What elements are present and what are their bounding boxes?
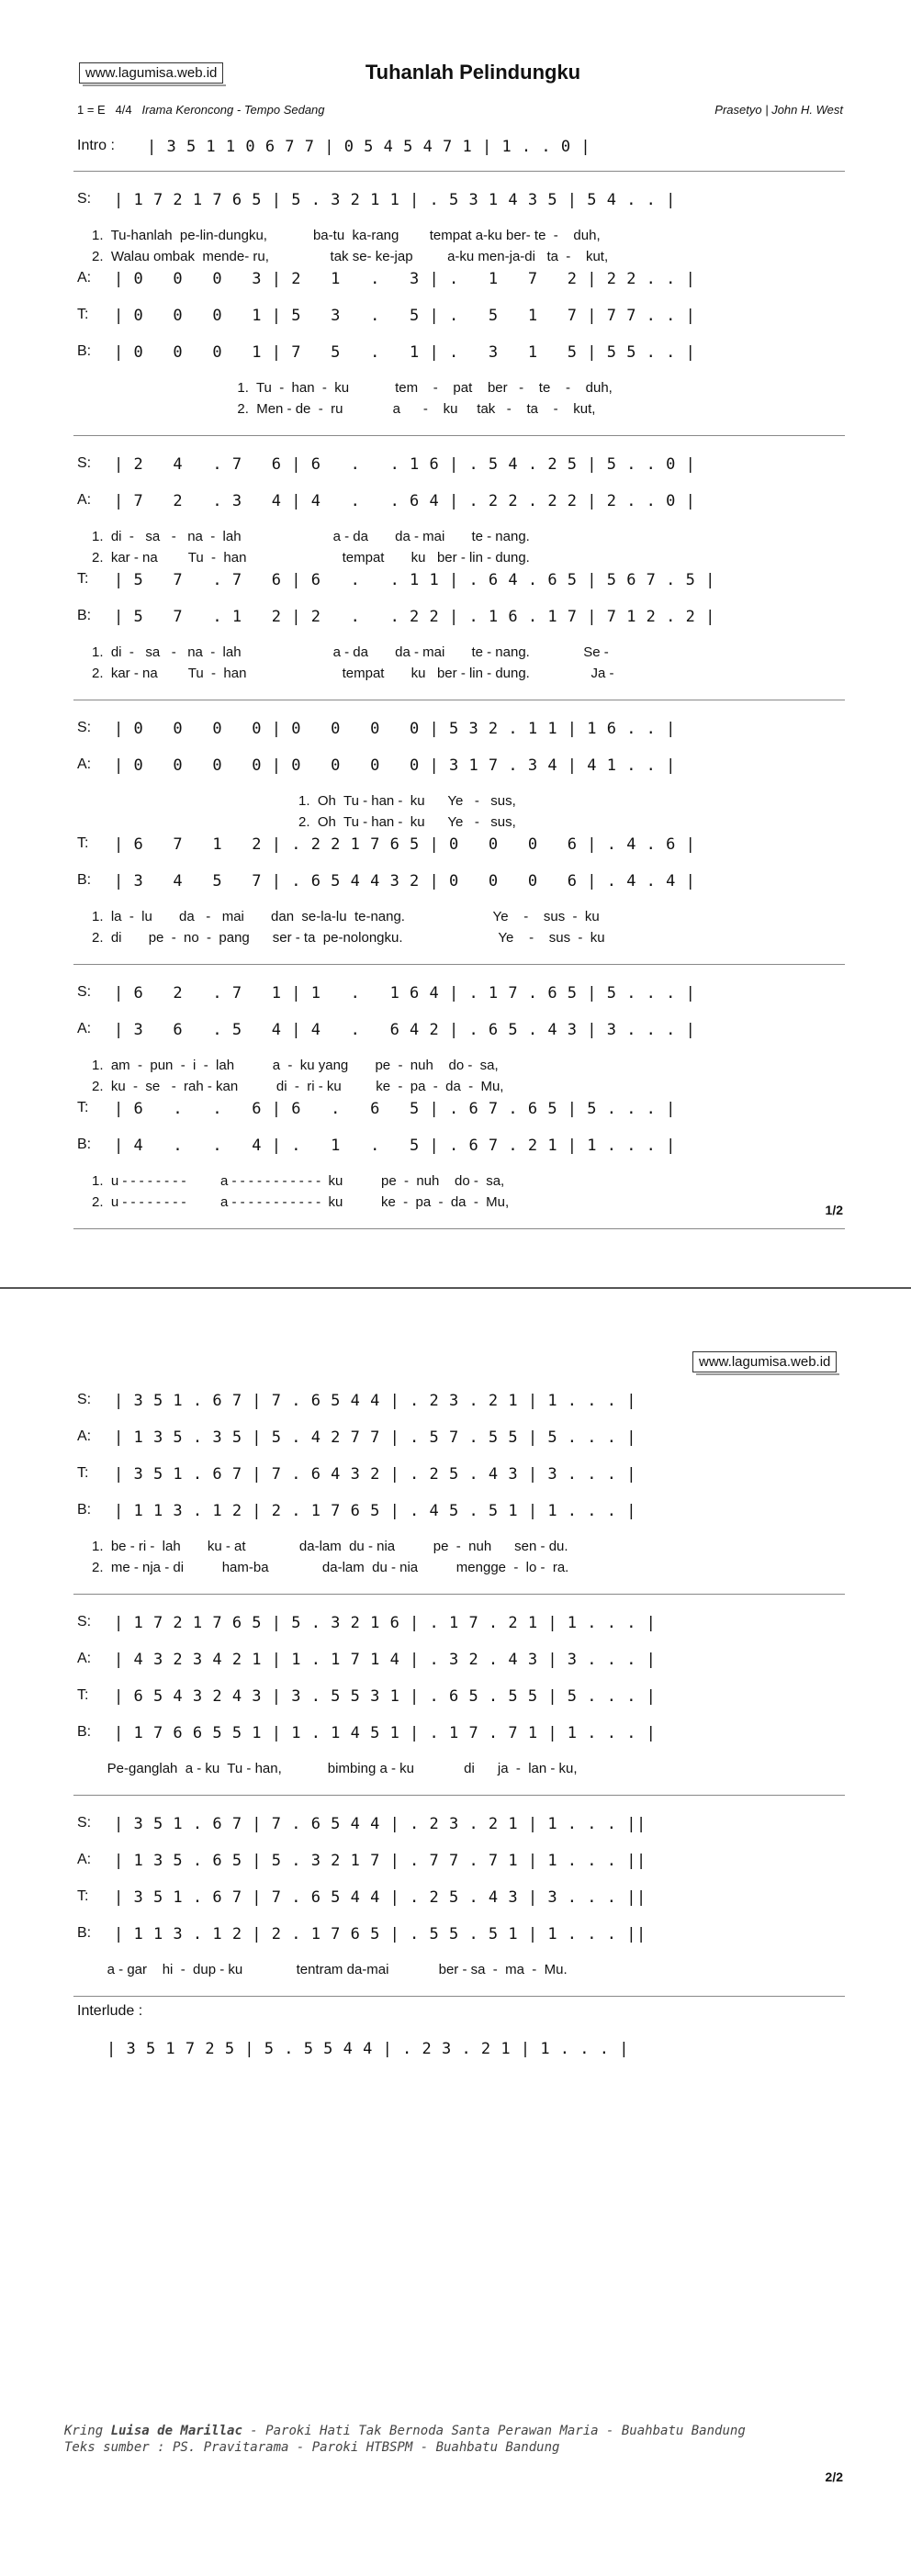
- voice-label: T:: [77, 571, 89, 587]
- voice-label: T:: [77, 1888, 89, 1904]
- note-line: | 6 5 4 3 2 4 3 | 3 . 5 5 3 1 | . 6 5 . 5 5 | 5 . . . |: [114, 1687, 657, 1706]
- voice-label: S:: [77, 1392, 92, 1407]
- note-line: | 3 4 5 7 | . 6 5 4 4 3 2 | 0 0 0 6 | . 4 . 4 |: [114, 872, 696, 890]
- note-line: | 7 2 . 3 4 | 4 . . 6 4 | . 2 2 . 2 2 | 2 . . 0 |: [114, 492, 696, 510]
- note-line: | 1 1 3 . 1 2 | 2 . 1 7 6 5 | . 5 5 . 5 1 | 1 . . . ||: [114, 1925, 647, 1943]
- note-line: | 6 2 . 7 1 | 1 . 1 6 4 | . 1 7 . 6 5 | 5 . . . |: [114, 984, 696, 1002]
- lyric-line: 1. Tu - han - ku tem - pat ber - te - duh,: [92, 380, 613, 396]
- divider: [73, 435, 845, 436]
- page-number-2: 2/2: [825, 2470, 843, 2484]
- note-line: | 3 5 1 . 6 7 | 7 . 6 5 4 4 | . 2 5 . 4 3 | 3 . . . ||: [114, 1888, 647, 1907]
- note-line: | 3 5 1 . 6 7 | 7 . 6 5 4 4 | . 2 3 . 2 1 | 1 . . . |: [114, 1392, 636, 1410]
- lyric-line: 2. u - - - - - - - - a - - - - - - - - - - - ku ke - pa - da - Mu,: [92, 1194, 510, 1210]
- voice-label: B:: [77, 608, 92, 623]
- footer-prefix: Kring: [64, 2424, 111, 2438]
- voice-label: B:: [77, 1925, 92, 1941]
- song-title: Tuhanlah Pelindungku: [365, 61, 581, 84]
- lyric-line: 1. di - sa - na - lah a - da da - mai te - nang. Se -: [92, 644, 609, 660]
- interlude-label: Interlude :: [77, 2003, 143, 2019]
- lyric-line: 1. la - lu da - mai dan se-la-lu te-nang. Ye - sus - ku: [92, 909, 600, 924]
- note-line: | 6 7 1 2 | . 2 2 1 7 6 5 | 0 0 0 6 | . 4 . 6 |: [114, 835, 696, 854]
- note-line: | 0 0 0 0 | 0 0 0 0 | 3 1 7 . 3 4 | 4 1 . . |: [114, 756, 676, 775]
- voice-label: S:: [77, 720, 92, 735]
- divider: [73, 964, 845, 965]
- page-number: 1/2: [825, 1203, 843, 1217]
- footer-line-1: [64, 2424, 746, 2438]
- note-line: | 1 1 3 . 1 2 | 2 . 1 7 6 5 | . 4 5 . 5 1 | 1 . . . |: [114, 1502, 636, 1520]
- note-line: | 0 0 0 1 | 7 5 . 1 | . 3 1 5 | 5 5 . . |: [114, 343, 696, 362]
- note-line: | 1 7 6 6 5 5 1 | 1 . 1 4 5 1 | . 1 7 . 7 1 | 1 . . . |: [114, 1724, 657, 1742]
- lyric-line: 2. Men - de - ru a - ku tak - ta - kut,: [92, 401, 596, 417]
- note-line: | 2 4 . 7 6 | 6 . . 1 6 | . 5 4 . 2 5 | 5 . . 0 |: [114, 455, 696, 474]
- footer-line-2: Teks sumber : PS. Pravitarama - Paroki HTBSPM - Buahbatu Bandung: [64, 2440, 560, 2455]
- site-label-2: www.lagumisa.web.id: [692, 1351, 837, 1372]
- note-line: | 4 . . 4 | . 1 . 5 | . 6 7 . 2 1 | 1 . . . |: [114, 1137, 676, 1155]
- voice-label: B:: [77, 1137, 92, 1152]
- divider: [73, 1228, 845, 1229]
- footer-parish: - Paroki Hati Tak Bernoda Santa Perawan Maria - Buahbatu Bandung: [242, 2424, 746, 2438]
- meta-sep: -: [236, 103, 242, 117]
- lyric-line: 1. Tu-hanlah pe-lin-dungku, ba-tu ka-rang tempat a-ku ber- te - duh,: [92, 228, 601, 243]
- divider: [73, 1795, 845, 1796]
- note-line: | 1 3 5 . 6 5 | 5 . 3 2 1 7 | . 7 7 . 7 1 | 1 . . . ||: [114, 1852, 647, 1870]
- note-line: | 1 3 5 . 3 5 | 5 . 4 2 7 7 | . 5 7 . 5 5 | 5 . . . |: [114, 1428, 636, 1447]
- voice-label: S:: [77, 455, 92, 471]
- style-label: Irama Keroncong: [141, 103, 234, 117]
- voice-label: T:: [77, 1465, 89, 1481]
- intro-notes: | 3 5 1 1 0 6 7 7 | 0 5 4 5 4 7 1 | 1 . . 0 |: [147, 138, 591, 156]
- voice-label: T:: [77, 307, 89, 322]
- voice-label: S:: [77, 1815, 92, 1831]
- voice-label: A:: [77, 1021, 92, 1036]
- lyric-line: 2. me - nja - di ham-ba da-lam du - nia mengge - lo - ra.: [92, 1560, 569, 1575]
- voice-label: B:: [77, 343, 92, 359]
- lyric-line: 2. kar - na Tu - han tempat ku ber - lin - dung.: [92, 550, 530, 566]
- time-signature: 4/4: [115, 103, 132, 117]
- voice-label: A:: [77, 1651, 92, 1666]
- lyric-line: 1. am - pun - i - lah a - ku yang pe - nuh do - sa,: [92, 1058, 499, 1073]
- key-signature: 1 = E: [77, 103, 106, 117]
- lyric-line: 2. kar - na Tu - han tempat ku ber - lin - dung. Ja -: [92, 666, 614, 681]
- note-line: | 0 0 0 1 | 5 3 . 5 | . 5 1 7 | 7 7 . . |: [114, 307, 696, 325]
- voice-label: B:: [77, 1502, 92, 1518]
- lyric-line: 1. u - - - - - - - - a - - - - - - - - - - - ku pe - nuh do - sa,: [92, 1173, 505, 1189]
- note-line: | 0 0 0 3 | 2 1 . 3 | . 1 7 2 | 2 2 . . |: [114, 270, 696, 288]
- note-line: | 5 7 . 7 6 | 6 . . 1 1 | . 6 4 . 6 5 | 5 6 7 . 5 |: [114, 571, 715, 589]
- voice-label: A:: [77, 492, 92, 508]
- lyric-line: 1. di - sa - na - lah a - da da - mai te - nang.: [92, 529, 530, 544]
- voice-label: A:: [77, 1852, 92, 1867]
- divider: [73, 1594, 845, 1595]
- voice-label: A:: [77, 270, 92, 286]
- lyric-line: 2. Oh Tu - han - ku Ye - sus,: [92, 814, 516, 830]
- voice-label: T:: [77, 835, 89, 851]
- note-line: | 5 7 . 1 2 | 2 . . 2 2 | . 1 6 . 1 7 | 7 1 2 . 2 |: [114, 608, 715, 626]
- voice-label: S:: [77, 191, 92, 207]
- song-meta: [77, 103, 325, 117]
- voice-label: S:: [77, 984, 92, 1000]
- voice-label: S:: [77, 1614, 92, 1630]
- note-line: | 3 5 1 . 6 7 | 7 . 6 5 4 4 | . 2 3 . 2 1 | 1 . . . ||: [114, 1815, 647, 1833]
- credits: Prasetyo | John H. West: [714, 103, 843, 117]
- note-line: | 1 7 2 1 7 6 5 | 5 . 3 2 1 6 | . 1 7 . 2 1 | 1 . . . |: [114, 1614, 657, 1632]
- lyric-line: 1. Oh Tu - han - ku Ye - sus,: [92, 793, 516, 809]
- lyric-line: 2. di pe - no - pang ser - ta pe-nolongku. Ye - sus - ku: [92, 930, 605, 946]
- page-separator: [0, 1287, 911, 1289]
- voice-label: B:: [77, 1724, 92, 1740]
- note-line: | 3 5 1 . 6 7 | 7 . 6 4 3 2 | . 2 5 . 4 3 | 3 . . . |: [114, 1465, 636, 1484]
- divider: [73, 1996, 845, 1997]
- voice-label: T:: [77, 1100, 89, 1115]
- lyric-line: 2. ku - se - rah - kan di - ri - ku ke - pa - da - Mu,: [92, 1079, 504, 1094]
- note-line: | 1 7 2 1 7 6 5 | 5 . 3 2 1 1 | . 5 3 1 4 3 5 | 5 4 . . |: [114, 191, 676, 209]
- voice-label: T:: [77, 1687, 89, 1703]
- lyric-line: 1. be - ri - lah ku - at da-lam du - nia pe - nuh sen - du.: [92, 1539, 568, 1554]
- voice-label: B:: [77, 872, 92, 888]
- divider: [73, 171, 845, 172]
- footer-group: Luisa de Marillac: [110, 2424, 242, 2438]
- lyric-line: a - gar hi - dup - ku tentram da-mai ber - sa - ma - Mu.: [92, 1962, 568, 1977]
- voice-label: A:: [77, 756, 92, 772]
- lyric-line: 2. Walau ombak mende- ru, tak se- ke-jap a-ku men-ja-di ta - kut,: [92, 249, 609, 264]
- note-line: | 3 6 . 5 4 | 4 . 6 4 2 | . 6 5 . 4 3 | 3 . . . |: [114, 1021, 696, 1039]
- note-line: | 0 0 0 0 | 0 0 0 0 | 5 3 2 . 1 1 | 1 6 . . |: [114, 720, 676, 738]
- tempo-label: Tempo Sedang: [243, 103, 325, 117]
- note-line: | 4 3 2 3 4 2 1 | 1 . 1 7 1 4 | . 3 2 . 4 3 | 3 . . . |: [114, 1651, 657, 1669]
- note-line: | 6 . . 6 | 6 . 6 5 | . 6 7 . 6 5 | 5 . . . |: [114, 1100, 676, 1118]
- lyric-line: Pe-ganglah a - ku Tu - han, bimbing a - ku di ja - lan - ku,: [92, 1761, 578, 1776]
- interlude-notes: | 3 5 1 7 2 5 | 5 . 5 5 4 4 | . 2 3 . 2 1 | 1 . . . |: [107, 2040, 629, 2058]
- site-label: www.lagumisa.web.id: [79, 62, 223, 84]
- intro-label: Intro :: [77, 138, 115, 153]
- voice-label: A:: [77, 1428, 92, 1444]
